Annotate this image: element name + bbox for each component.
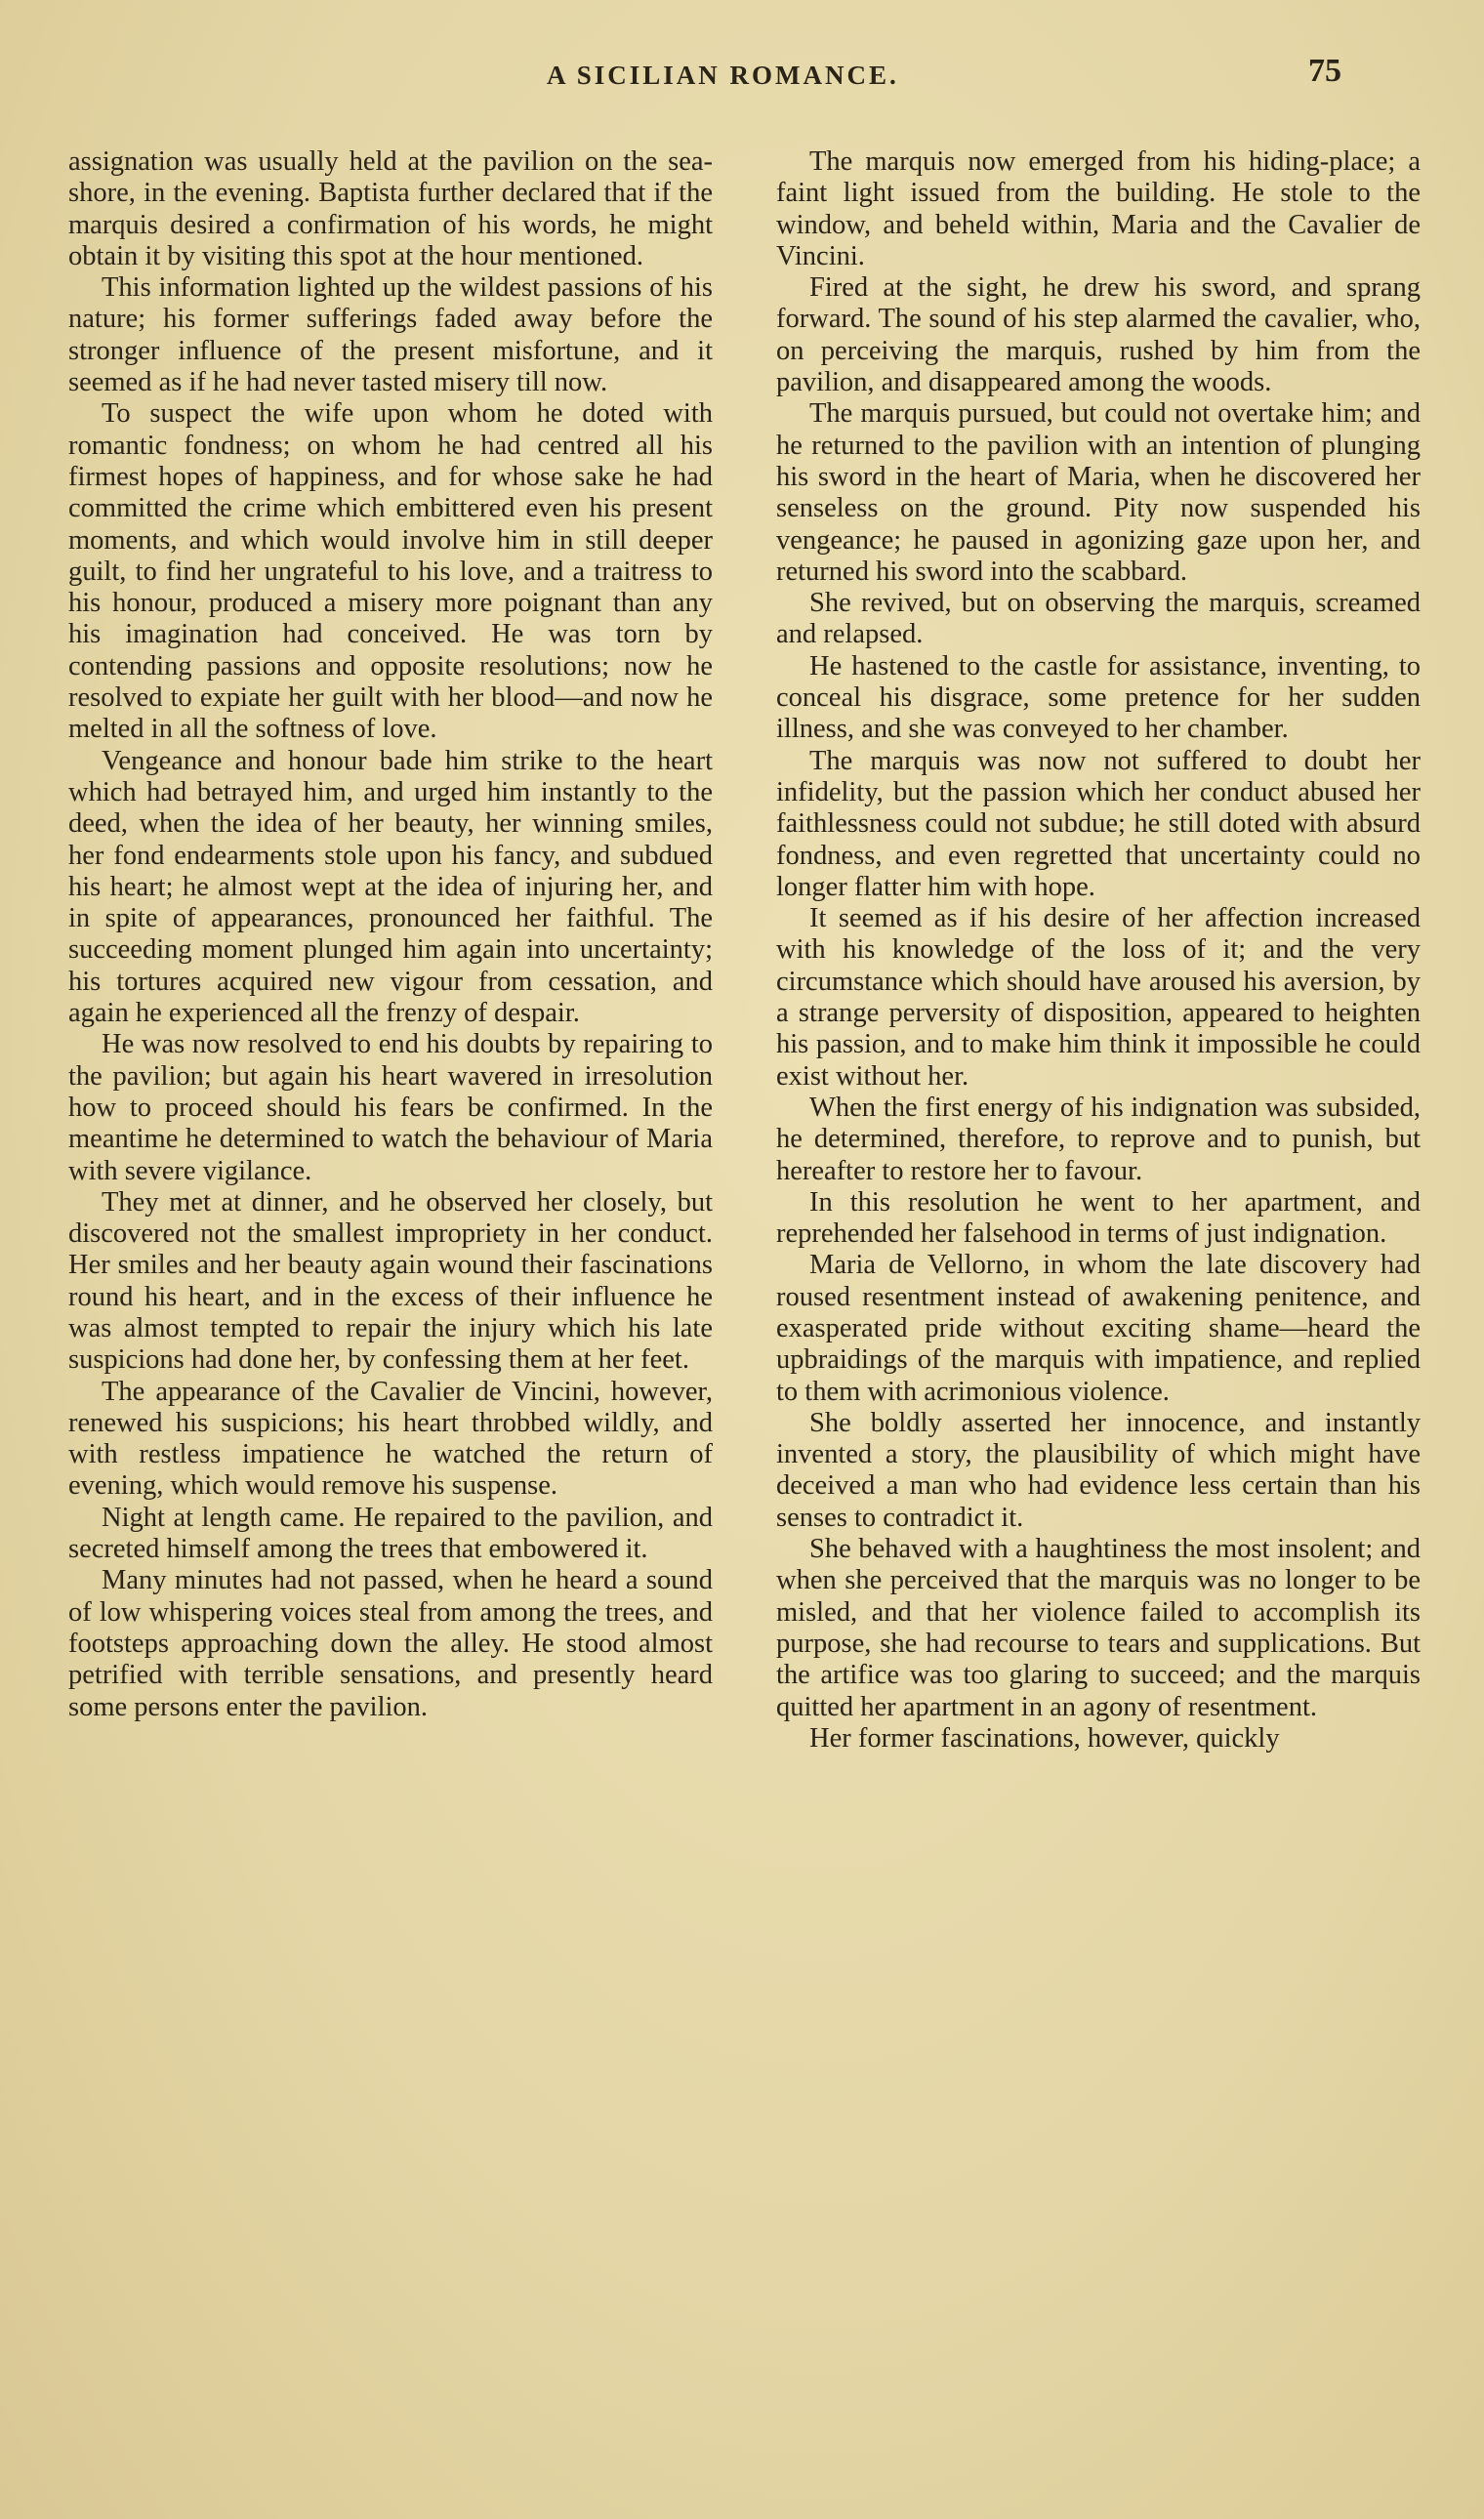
left-column: [68, 146, 713, 1723]
paragraph: Fired at the sight, he drew his sword, and sprang forward. The sound of his step alarmed the cavalier, who, on perceiving the marquis, rushed by him from the pavilion, and disappeared among the woods.: [776, 272, 1421, 398]
paragraph: In this resolution he went to her apartment, and reprehended her falsehood in terms of just indignation.: [776, 1186, 1421, 1250]
paragraph: They met at dinner, and he observed her closely, but discovered not the smallest impropriety in her conduct. Her smiles and her beauty again wound their fascinations round his heart, and in the excess of their influence he was almost tempted to repair the injury which his late suspicions had done her, by confessing them at her feet.: [68, 1186, 713, 1376]
paragraph: To suspect the wife upon whom he doted with romantic fondness; on whom he had centred all his firmest hopes of happiness, and for whose sake he had committed the crime which embittered even his present moments, and which would involve him in still deeper guilt, to find her ungrateful to his love, and a traitress to his honour, produced a misery more poignant than any his imagination had conceived. He was torn by contending passions and opposite resolutions; now he resolved to expiate her guilt with her blood—and now he melted in all the softness of love.: [68, 398, 713, 745]
paragraph: assignation was usually held at the pavilion on the sea-shore, in the evening. Baptista further declared that if the marquis desired a confirmation of his words, he might obtain it by visiting this spot at the hour mentioned.: [68, 146, 713, 271]
paragraph: Her former fascinations, however, quickly: [809, 1722, 1280, 1754]
paragraph: This information lighted up the wildest passions of his nature; his former sufferings faded away before the stronger influence of the present misfortune, and it seemed as if he had never tasted misery till now.: [68, 272, 713, 398]
right-column: [776, 146, 1421, 1755]
paragraph: He was now resolved to end his doubts by repairing to the pavilion; but again his heart wavered in irresolution how to proceed should his fears be confirmed. In the meantime he determined to watch the behaviour of Maria with severe vigilance.: [68, 1029, 713, 1186]
paragraph: The marquis now emerged from his hiding-place; a faint light issued from the building. He stole to the window, and beheld within, Maria and the Cavalier de Vincini.: [776, 146, 1421, 271]
paragraph: The appearance of the Cavalier de Vincini, however, renewed his suspicions; his heart throbbed wildly, and with restless impatience he watched the return of evening, which would remove his suspense.: [68, 1376, 713, 1502]
paragraph: When the first energy of his indignation was subsided, he determined, therefore, to reprove and to punish, but hereafter to restore her to favour.: [776, 1092, 1421, 1186]
paragraph: Night at length came. He repaired to the pavilion, and secreted himself among the trees that embowered it.: [68, 1502, 713, 1565]
paragraph: The marquis pursued, but could not overtake him; and he returned to the pavilion with an intention of plunging his sword in the heart of Maria, when he discovered her senseless on the ground. Pity now suspended his vengeance; he paused in agonizing gaze upon her, and returned his sword into the scabbard.: [776, 398, 1421, 587]
running-title: A SICILIAN ROMANCE.: [547, 61, 899, 90]
paragraph: Many minutes had not passed, when he heard a sound of low whispering voices steal from among the trees, and footsteps approaching down the alley. He stood almost petrified with terrible sensations, and presently heard some persons enter the pavilion.: [68, 1565, 713, 1722]
page-number: 75: [1308, 53, 1341, 89]
paragraph: She revived, but on observing the marquis, screamed and relapsed.: [776, 588, 1421, 650]
page-header: [0, 51, 1484, 100]
paragraph: He hastened to the castle for assistance, inventing, to conceal his disgrace, some pretence for her sudden illness, and she was conveyed to her chamber.: [776, 650, 1421, 745]
paragraph: Vengeance and honour bade him strike to the heart which had betrayed him, and urged him instantly to the deed, when the idea of her beauty, her winning smiles, her fond endearments stole upon his fancy, and subdued his heart; he almost wept at the idea of injuring her, and in spite of appearances, pronounced her faithful. The succeeding moment plunged him again into uncertainty; his tortures acquired new vigour from cessation, and again he experienced all the frenzy of despair.: [68, 745, 713, 1029]
paragraph: She behaved with a haughtiness the most insolent; and when she perceived that the marquis was no longer to be misled, and that her violence failed to accomplish its purpose, she had recourse to tears and supplications. But the artifice was too glaring to succeed; and the marquis quitted her apartment in an agony of resentment.: [776, 1534, 1421, 1722]
paragraph: The marquis was now not suffered to doubt her infidelity, but the passion which her conduct abused her faithlessness could not subdue; he still doted with absurd fondness, and even regretted that uncertainty could no longer flatter him with hope.: [776, 745, 1421, 902]
paragraph: Maria de Vellorno, in whom the late discovery had roused resentment instead of awakening penitence, and exasperated pride without exciting shame—heard the upbraidings of the marquis with impatience, and replied to them with acrimonious violence.: [776, 1250, 1421, 1407]
paragraph: She boldly asserted her innocence, and instantly invented a story, the plausibility of which might have deceived a man who had evidence less certain than his senses to contradict it.: [776, 1407, 1421, 1533]
paragraph: It seemed as if his desire of her affection increased with his knowledge of the loss of it; and the very circumstance which should have aroused his aversion, by a strange perversity of disposition, appeared to heighten his passion, and to make him think it impossible he could exist without her.: [776, 903, 1421, 1092]
